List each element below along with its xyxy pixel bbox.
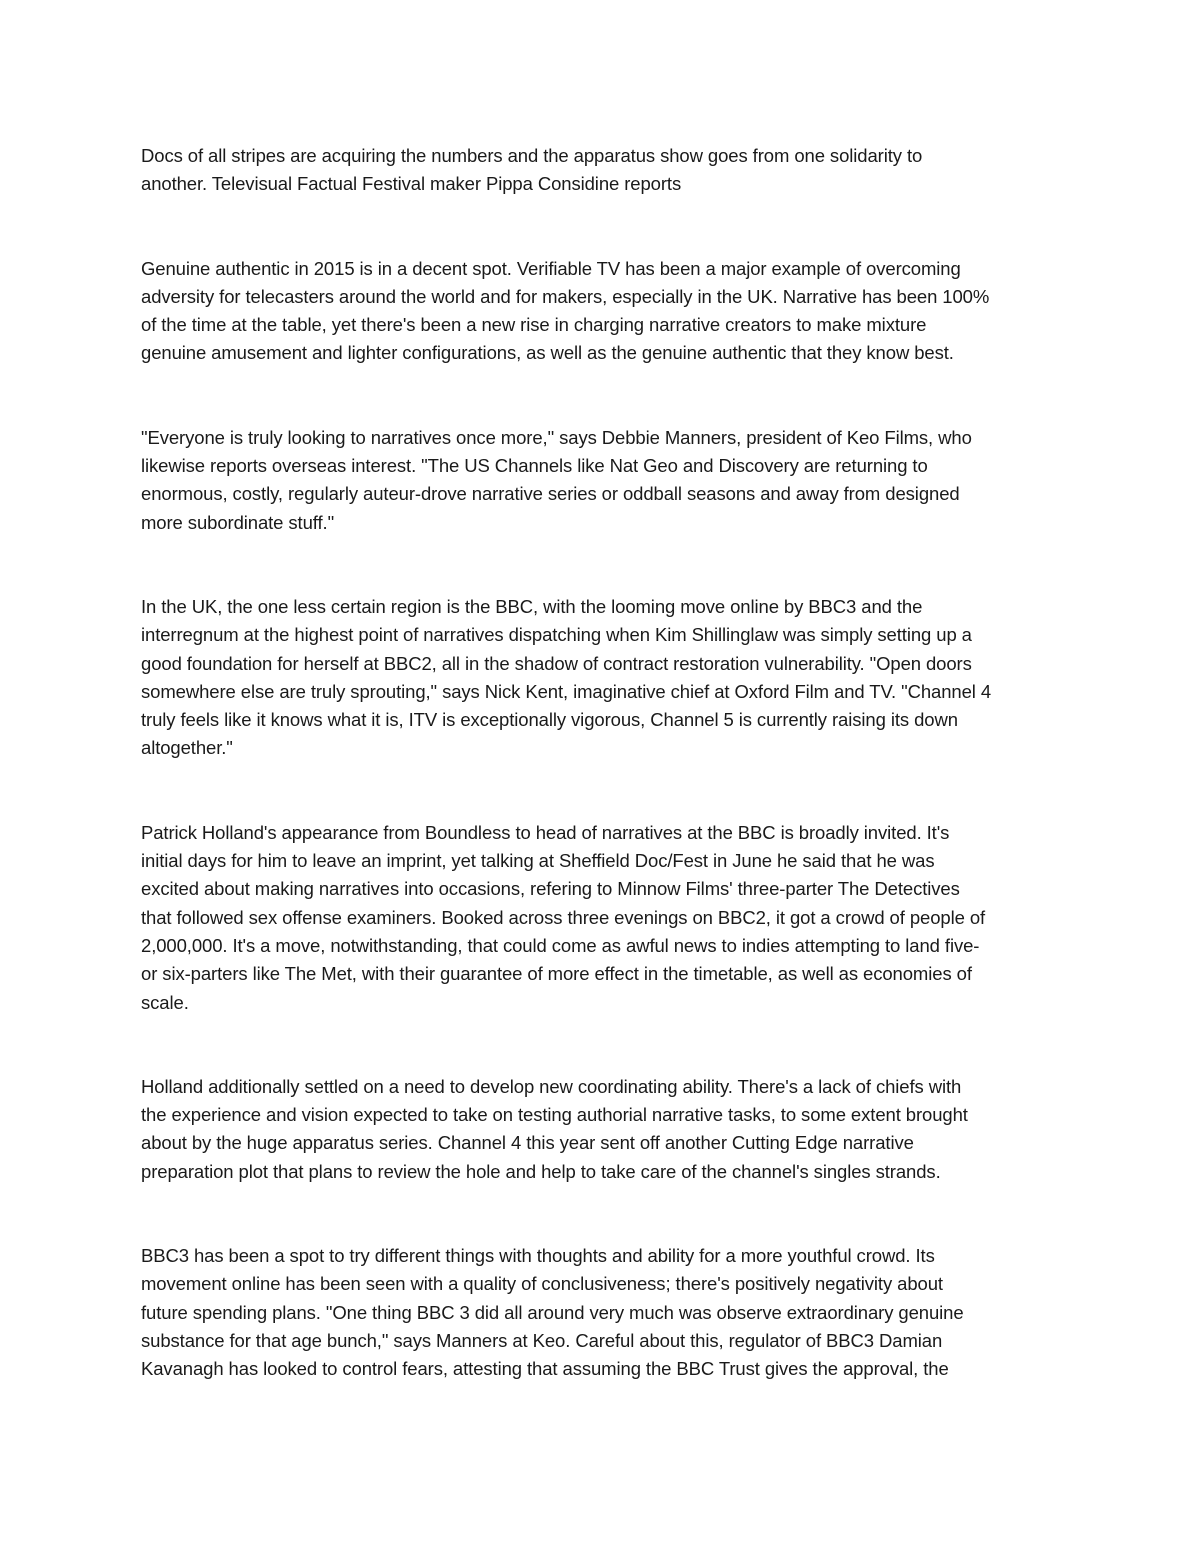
- paragraph-bbc3: [141, 1242, 1059, 1383]
- text-line: likewise reports overseas interest. "The US Channels like Nat Geo and Discovery are returning to: [141, 455, 928, 477]
- paragraph-patrick-holland: [141, 819, 1059, 1017]
- text-line: about by the huge apparatus series. Channel 4 this year sent off another Cutting Edge narrative: [141, 1132, 914, 1154]
- text-line: preparation plot that plans to review the hole and help to take care of the channel's singles strands.: [141, 1160, 941, 1182]
- text-line: movement online has been seen with a quality of conclusiveness; there's positively negativity about: [141, 1273, 943, 1295]
- text-line: In the UK, the one less certain region is the BBC, with the looming move online by BBC3 and the: [141, 595, 923, 617]
- text-line: altogether.": [141, 737, 233, 759]
- text-line: somewhere else are truly sprouting," says Nick Kent, imaginative chief at Oxford Film and TV. "Channel 4: [141, 680, 992, 702]
- text-line: Holland additionally settled on a need to develop new coordinating ability. There's a lack of chiefs with: [141, 1075, 962, 1097]
- text-line: Docs of all stripes are acquiring the numbers and the apparatus show goes from one solidarity to: [141, 145, 923, 166]
- text-line: adversity for telecasters around the world and for makers, especially in the UK. Narrative has been 100%: [141, 285, 990, 307]
- paragraph-holland-directing-talent: [141, 1073, 1059, 1186]
- text-line: truly feels like it knows what it is, ITV is exceptionally vigorous, Channel 5 is currently raising its down: [141, 709, 958, 731]
- text-line: scale.: [141, 991, 189, 1013]
- text-line: more subordinate stuff.": [141, 511, 335, 533]
- document-body: [141, 142, 1059, 1440]
- text-line: Kavanagh has looked to control fears, attesting that assuming the BBC Trust gives the approval, the: [141, 1358, 949, 1380]
- paragraph-uk-bbc: [141, 593, 1059, 763]
- text-line: excited about making narratives into occasions, refering to Minnow Films' three-parter The Detectives: [141, 878, 960, 900]
- paragraph-intro: [141, 142, 1059, 199]
- text-line: 2,000,000. It's a move, notwithstanding, that could come as awful news to indies attempting to land five-: [141, 934, 980, 956]
- text-line: or six-parters like The Met, with their guarantee of more effect in the timetable, as well as economies of: [141, 963, 972, 985]
- text-line: genuine amusement and lighter configurations, as well as the genuine authentic that they know best.: [141, 342, 954, 364]
- text-line: "Everyone is truly looking to narratives once more," says Debbie Manners, president of Keo Films, who: [141, 426, 972, 448]
- text-line: that followed sex offense examiners. Booked across three evenings on BBC2, it got a crowd of people of: [141, 906, 986, 928]
- text-line: initial days for him to leave an imprint, yet talking at Sheffield Doc/Fest in June he said that he was: [141, 850, 935, 872]
- text-line: substance for that age bunch," says Manners at Keo. Careful about this, regulator of BBC3 Damian: [141, 1329, 943, 1351]
- text-line: of the time at the table, yet there's been a new rise in charging narrative creators to make mixture: [141, 314, 927, 336]
- text-line: good foundation for herself at BBC2, all in the shadow of contract restoration vulnerability. "Open doors: [141, 652, 972, 674]
- text-line: another. Televisual Factual Festival maker Pippa Considine reports: [141, 173, 682, 195]
- text-line: Patrick Holland's appearance from Boundless to head of narratives at the BBC is broadly invited. It's: [141, 821, 950, 843]
- text-line: interregnum at the highest point of narratives dispatching when Kim Shillinglaw was simply setting up a: [141, 624, 972, 646]
- text-line: future spending plans. "One thing BBC 3 did all around very much was observe extraordinary genuine: [141, 1301, 964, 1323]
- paragraph-genuine-authentic: [141, 255, 1059, 368]
- text-line: the experience and vision expected to take on testing authorial narrative tasks, to some extent brought: [141, 1104, 968, 1126]
- text-line: Genuine authentic in 2015 is in a decent spot. Verifiable TV has been a major example of overcoming: [141, 257, 961, 279]
- text-line: BBC3 has been a spot to try different things with thoughts and ability for a more youthful crowd. Its: [141, 1245, 935, 1267]
- text-line: enormous, costly, regularly auteur-drove narrative series or oddball seasons and away from designed: [141, 483, 960, 505]
- paragraph-debbie-manners-quote: [141, 424, 1059, 537]
